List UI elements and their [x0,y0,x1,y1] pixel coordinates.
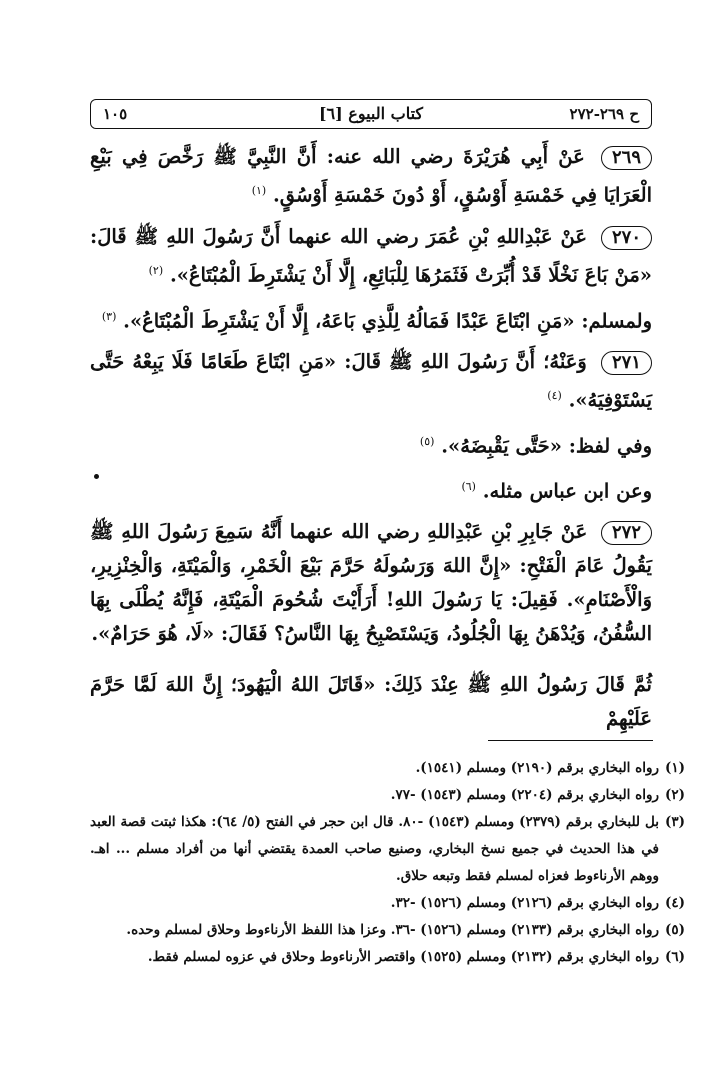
footnote-divider [488,740,653,741]
footnote [90,755,685,782]
footnote-text: رواه البخاري برقم (٢٢٠٤) ومسلم (١٥٤٣) -٧٧. [390,787,659,803]
footnote-ref: (٤) [547,389,562,402]
footnote-ref: (٦) [461,480,476,493]
footnote-ref: (٣) [101,310,117,323]
footnote-text: رواه البخاري برقم (٢١٢٦) ومسلم (١٥٢٦) -٣٢. [390,895,659,911]
footnote-ref: (٢) [148,264,164,277]
chapter-title: [٦] كتاب البيوع [318,104,424,123]
footnote-number: (٦) [664,949,685,965]
hadith-272-continuation [90,668,652,736]
hadith-number: ٢٧٢ [601,521,652,545]
footnote-text: رواه البخاري برقم (٢١٩٠) ومسلم (١٥٤١). [415,760,659,776]
footnote-number: (٤) [664,895,685,911]
footnotes [90,755,685,971]
hadith-271 [90,345,652,418]
variant-text: ولمسلم: «مَنِ ابْتَاعَ عَبْدًا فَمَالُهُ لِلَّذِي بَاعَهُ، إِلَّا أَنْ يَشْتَرِطَ الْمُبْتَاعُ». [123,309,652,333]
hadith-272 [90,515,652,651]
footnote [90,782,685,809]
footnote-text: رواه البخاري برقم (٢١٣٢) ومسلم (١٥٢٥) واقتصر الأرناءوط وحلاق في عزوه لمسلم فقط. [147,949,659,965]
footnote-text: بل للبخاري برقم (٢٣٧٩) ومسلم (١٥٤٣) -٨٠. قال ابن حجر في الفتح (٥/ ٦٤): هكذا ثبتت قصة العبد في هذا الحديث في جميع نسخ البخاري، وصنيع صاحب العمدة يقتضي أنها من أفراد مسلم ... اهـ. ووهم الأرناءوط فعزاه لمسلم فقط وتبعه حلاق. [90,814,659,884]
footnote-text: رواه البخاري برقم (٢١٣٣) ومسلم (١٥٢٦) -٣٦. وعزا هذا اللفظ الأرناءوط وحلاق لمسلم وحده. [126,922,659,938]
hadith-range: ح ٢٦٩-٢٧٢ [569,105,639,123]
hadith-text: ثُمَّ قَالَ رَسُولُ اللهِ ﷺ عِنْدَ ذَلِكَ: «قَاتَلَ اللهُ الْيَهُودَ؛ إِنَّ اللهَ لَمَّا حَرَّمَ عَلَيْهِمْ [90,673,652,730]
footnote [90,917,685,944]
hadith-number: ٢٧١ [601,351,652,375]
footnote [90,890,685,917]
footnote-number: (٥) [664,922,685,938]
muslim-variant [90,300,652,339]
hadith-text: وَعَنْهُ؛ أَنَّ رَسُولَ اللهِ ﷺ قَالَ: «مَنِ ابْتَاعَ طَعَامًا فَلَا يَبِعْهُ حَتَّى يَسْتَوْفِيَهُ». [90,350,652,412]
footnote-number: (١) [664,760,685,776]
hadith-text: عَنْ أَبِي هُرَيْرَةَ رضي الله عنه: أَنَّ النَّبِيَّ ﷺ رَخَّصَ فِي بَيْعِ الْعَرَايَا فِي خَمْسَةِ أَوْسُقٍ، أَوْ دُونَ خَمْسَةِ أَوْسُقٍ. [90,145,652,207]
variant-text: وفي لفظ: «حَتَّى يَقْبِضَهُ». [441,434,652,458]
hadith-text: عَنْ جَابِرِ بْنِ عَبْدِاللهِ رضي الله عنهما أَنَّهُ سَمِعَ رَسُولَ اللهِ ﷺ يَقُولُ عَامَ الْفَتْحِ: «إِنَّ اللهَ وَرَسُولَهُ حَرَّمَ بَيْعَ الْخَمْرِ، وَالْمَيْتَةِ، وَالْخِنْزِيرِ، وَالْأَصْنَامِ». فَقِيلَ: يَا رَسُولَ اللهِ! أَرَأَيْتَ شُحُومَ الْمَيْتَةِ، فَإِنَّهُ يُطْلَى بِهَا السُّفُنُ، وَيُدْهَنُ بِهَا الْجُلُودُ، وَيَسْتَصْبِحُ بِهَا النَّاسُ؟ فَقَالَ: «لَا، هُوَ حَرَامٌ». [90,520,652,645]
variant-text: وعن ابن عباس مثله. [482,479,652,503]
hadith-269 [90,140,652,213]
page-number: ١٠٥ [103,105,128,123]
footnote [90,944,685,971]
footnote [90,809,685,890]
footnote-ref: (٥) [419,435,435,448]
hadith-number: ٢٦٩ [601,146,652,170]
footnote-ref: (١) [251,184,267,197]
hadith-text: عَنْ عَبْدِاللهِ بْنِ عُمَرَ رضي الله عنهما أَنَّ رَسُولَ اللهِ ﷺ قَالَ: «مَنْ بَاعَ نَخْلًا قَدْ أُبِّرَتْ فَثَمَرُهَا لِلْبَائِعِ، إِلَّا أَنْ يَشْتَرِطَ الْمُبْتَاعُ». [90,225,652,287]
running-header [90,99,652,129]
wording-variant [90,425,652,464]
ibn-abbas-note [90,470,652,509]
hadith-number: ٢٧٠ [601,226,652,250]
footnote-number: (٣) [664,814,685,830]
footnote-number: (٢) [664,787,685,803]
hadith-270 [90,220,652,293]
